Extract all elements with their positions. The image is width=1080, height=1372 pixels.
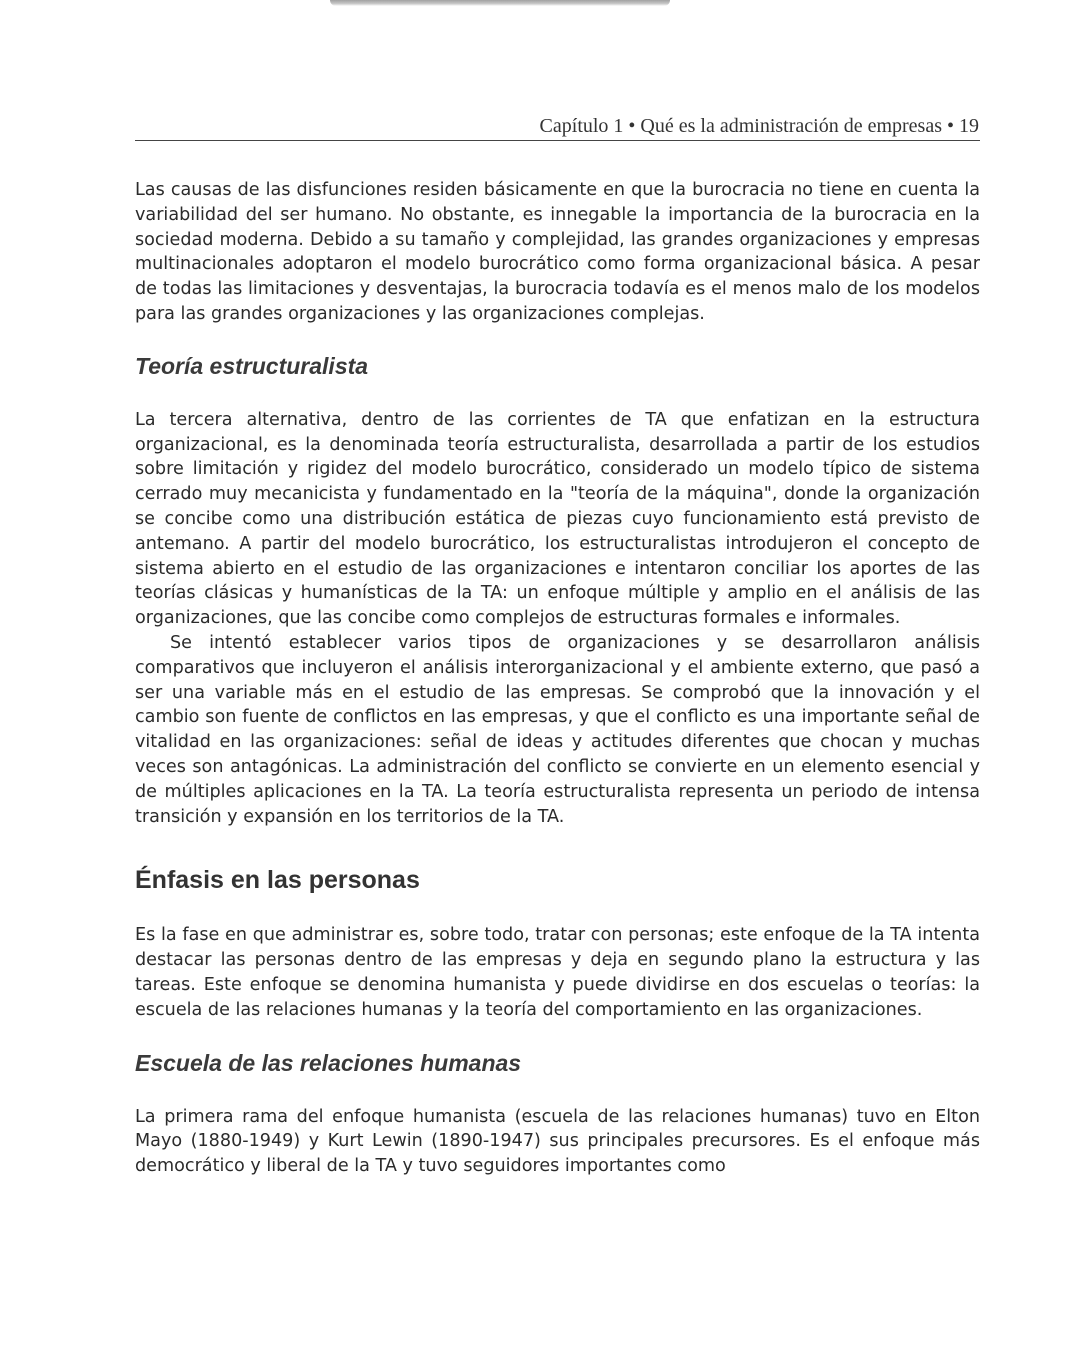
heading-enfasis-personas: Énfasis en las personas bbox=[135, 866, 420, 895]
paragraph-estructuralista-2: Se intentó establecer varios tipos de organizaciones y se desarrollaron análisis comparativos que incluyeron el análisis interorganizacional y el ambiente externo, que pasó a ser una variable más en el estudio de las empresas. Se comprobó que la innovación y el cambio son fuente de conflictos en las empresas, y que el conflicto es una importante señal de vitalidad en las organizaciones: señal de ideas y actitudes diferentes que chocan y muchas veces son antagónicas. La administración del conflicto se convierte en un elemento esencial y de múltiples aplicaciones en la TA. La teoría estructuralista representa un periodo de intensa transición y expansión en los territorios de la TA. bbox=[135, 632, 980, 827]
heading-relaciones-humanas: Escuela de las relaciones humanas bbox=[135, 1049, 522, 1076]
paragraph-disfunciones: Las causas de las disfunciones residen básicamente en que la burocracia no tiene en cuenta la variabilidad del ser humano. No obstante, es innegable la importancia de la burocracia en la sociedad moderna. Debido a su tamaño y complejidad, las grandes organizaciones y empresas multinacionales adoptaron el modelo burocrático como forma organizacional básica. A pesar de todas las limitaciones y desventajas, la burocracia todavía es el menos malo de los modelos para las grandes organizaciones y las organizaciones complejas. bbox=[135, 180, 980, 324]
paragraph-relaciones: La primera rama del enfoque humanista (escuela de las relaciones humanas) tuvo en Elton Mayo (1880-1949) y Kurt Lewin (1890-1947) sus principales precursores. Es el enfoque más democrático y liberal de la TA y tuvo seguidores importantes como bbox=[135, 1106, 980, 1177]
paragraph-estructuralista-1: La tercera alternativa, dentro de las corrientes de TA que enfatizan en la estructura organizacional, es la denominada teoría estructuralista, desarrollada a partir de los estudios sobre limitación y rigidez del modelo burocrático, considerado un modelo típico de sistema cerrado muy mecanicista y fundamentado en la "teoría de la máquina", donde la organización se concibe como una distribución estática de piezas cuyo funcionamiento está previsto de antemano. A partir del modelo burocrático, los estructuralistas introdujeron el concepto de sistema abierto en el estudio de las organizaciones e intentaron conciliar los aportes de las teorías clásicas y humanísticas de la TA: un enfoque múltiple y amplio en el análisis de las organizaciones, que las concibe como complejos de estructuras formales e informales. bbox=[135, 409, 980, 629]
header-rule bbox=[135, 140, 980, 141]
page-body bbox=[135, 178, 980, 1179]
scan-shadow bbox=[330, 0, 670, 6]
paragraph-personas: Es la fase en que administrar es, sobre todo, tratar con personas; este enfoque de la TA intenta destacar las personas dentro de las empresas y deja en segundo plano la estructura y las tareas. Este enfoque se denomina humanista y puede dividirse en dos escuelas o teorías: la escuela de las relaciones humanas y la teoría del comportamiento en las organizaciones. bbox=[135, 925, 980, 1020]
heading-teoria-estructuralista: Teoría estructuralista bbox=[135, 352, 369, 379]
running-head: Capítulo 1 • Qué es la administración de empresas • 19 bbox=[539, 115, 979, 137]
